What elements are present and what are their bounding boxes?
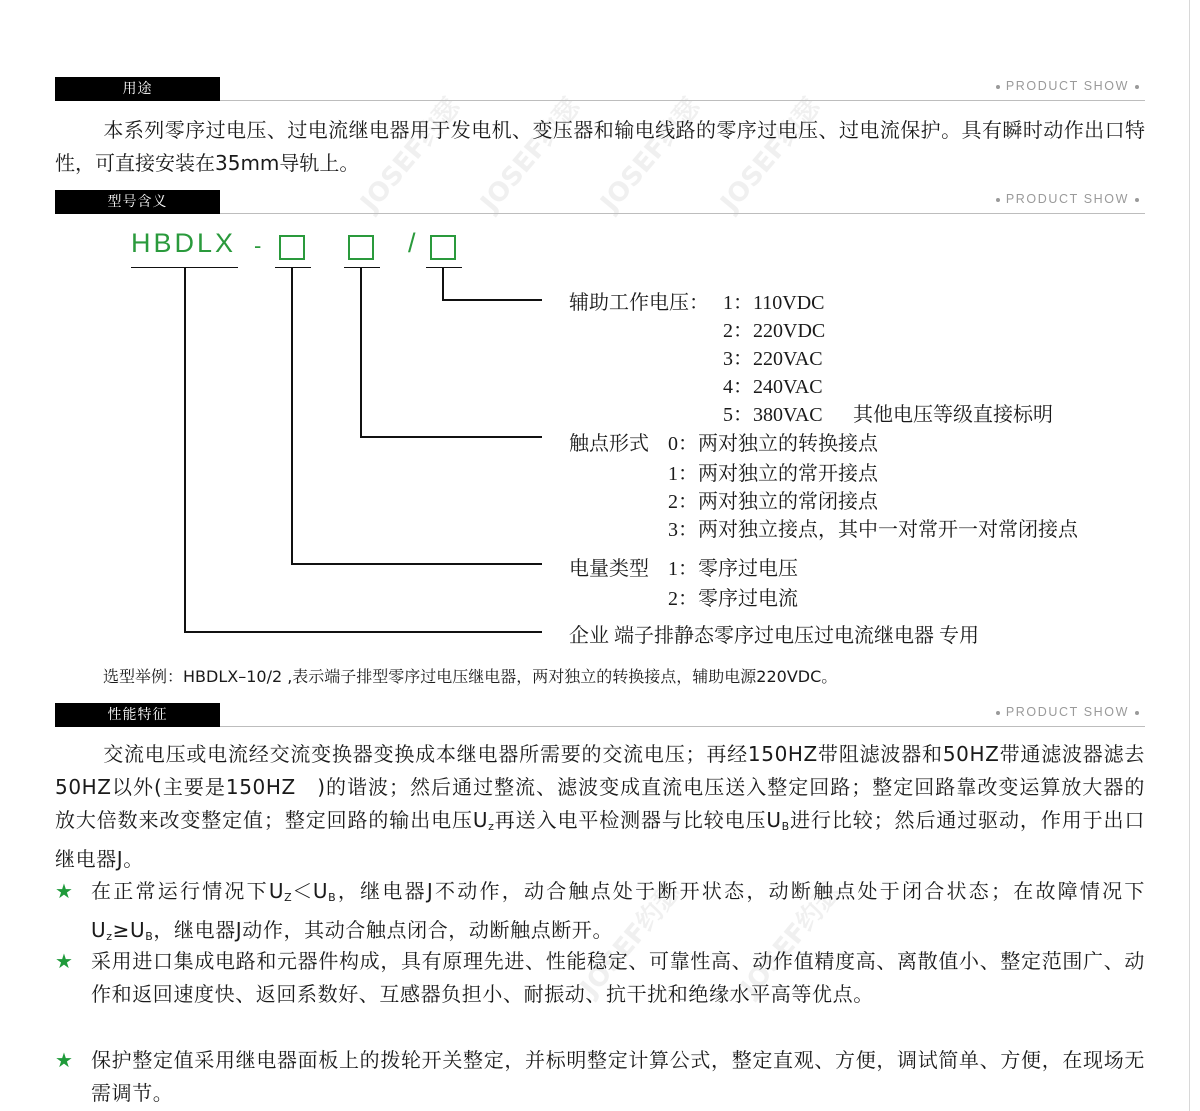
model-code-box-1 [279,235,305,260]
enterprise-label: 企业 端子排静态零序过电压过电流继电器 专用 [569,625,979,647]
watermark: JOSEF约瑟 [575,877,687,1003]
feature-item [55,1044,1145,1110]
watermark: JOSEF约瑟 [475,92,587,218]
section-tag: 型号含义 [55,190,220,214]
feature-text: 保护整定值采用继电器面板上的拨轮开关整定，并标明整定计算公式，整定直观、方便，调试简单、方便，在现场无需调节。 [91,1048,1145,1105]
aux-voltage-item: 5：380VAC [723,404,823,426]
product-show-label: PRODUCT SHOW [986,705,1145,719]
connector-line [442,299,542,301]
star-icon: ★ [55,1048,74,1072]
feature-text: 在正常运行情况下$U_Z<U_B$，继电器J不动作，动合触点处于断开状态，动断触点处于闭合状态；在故障情况下$U_z\ge U_B$，继电器J动作，其动合触点闭合，动断触点断开。 [91,879,1145,943]
performance-paragraph: 交流电压或电流经交流变换器变换成本继电器所需要的交流电压；再经150HZ带阻滤波器和50HZ带通滤波器滤去50HZ以外(主要是150HZ )的谐波；然后通过整流、滤波变成直流电压送入整定回路；整定回路靠改变运算放大器的放大倍数来改变整定值；整定回路的输出电压$U_z$再送入电平检测器与比较电压$U_B$进行比较；然后通过驱动，作用于出口继电器J。 [55,742,1145,871]
connector-line [291,268,293,565]
watermark: JOSEF约瑟 [355,92,467,218]
connector-line [442,268,444,301]
section-tag: 性能特征 [55,703,220,727]
section-tag: 用途 [55,77,220,101]
connector-line [184,631,542,633]
contact-form-item: 2：两对独立的常闭接点 [668,491,878,513]
section-header-usage [55,77,1145,101]
contact-form-item: 3：两对独立接点，其中一对常开一对常闭接点 [668,519,1078,541]
aux-voltage-note: 其他电压等级直接标明 [853,404,1053,426]
quantity-type-item: 2：零序过电流 [668,588,798,610]
connector-line [360,436,542,438]
model-code-box-2 [348,235,374,260]
selection-example: 选型举例：HBDLX–10/2 ,表示端子排型零序过电压继电器，两对独立的转换接点，辅助电源220VDC。 [103,667,838,686]
feature-text: 采用进口集成电路和元器件构成，具有原理先进、性能稳定、可靠性高、动作值精度高、离散值小、整定范围广、动作和返回速度快、返回系数好、互感器负担小、耐振动、抗干扰和绝缘水平高等优点。 [91,949,1145,1006]
code-underline [344,267,380,268]
connector-line [184,268,186,633]
code-underline [426,267,462,268]
section-rule [220,213,1145,214]
watermark: JOSEF约瑟 [595,92,707,218]
model-code-box-3 [430,235,456,260]
right-edge-line [1189,0,1190,1111]
star-icon: ★ [55,949,74,973]
aux-voltage-item: 3：220VAC [723,348,823,370]
product-show-label: PRODUCT SHOW [986,79,1145,93]
section-rule [220,726,1145,727]
star-icon: ★ [55,879,74,903]
section-header-performance [55,703,1145,727]
contact-form-label: 触点形式 [569,433,649,455]
feature-item [55,875,1145,953]
model-code-prefix: HBDLX [131,228,237,258]
aux-voltage-item: 2：220VDC [723,320,826,342]
code-underline [275,267,311,268]
usage-paragraph: 本系列零序过电压、过电流继电器用于发电机、变压器和输电线路的零序过电压、过电流保护。具有瞬时动作出口特性，可直接安装在35mm导轨上。 [55,118,1145,175]
aux-voltage-item: 1：110VDC [723,292,825,314]
product-show-label: PRODUCT SHOW [986,192,1145,206]
model-code-dash: - [254,233,262,258]
aux-voltage-label: 辅助工作电压： [569,292,709,314]
watermark: JOSEF约瑟 [715,92,827,218]
feature-item [55,945,1145,1011]
contact-form-item: 0：两对独立的转换接点 [668,433,878,455]
contact-form-item: 1：两对独立的常开接点 [668,463,878,485]
connector-line [291,563,542,565]
section-rule [220,100,1145,101]
section-header-model [55,190,1145,214]
quantity-type-item: 1：零序过电压 [668,558,798,580]
watermark: JOSEF约瑟 [735,877,847,1003]
quantity-type-label: 电量类型 [569,558,649,580]
model-code-slash: / [408,228,416,258]
aux-voltage-item: 4：240VAC [723,376,823,398]
connector-line [360,268,362,438]
